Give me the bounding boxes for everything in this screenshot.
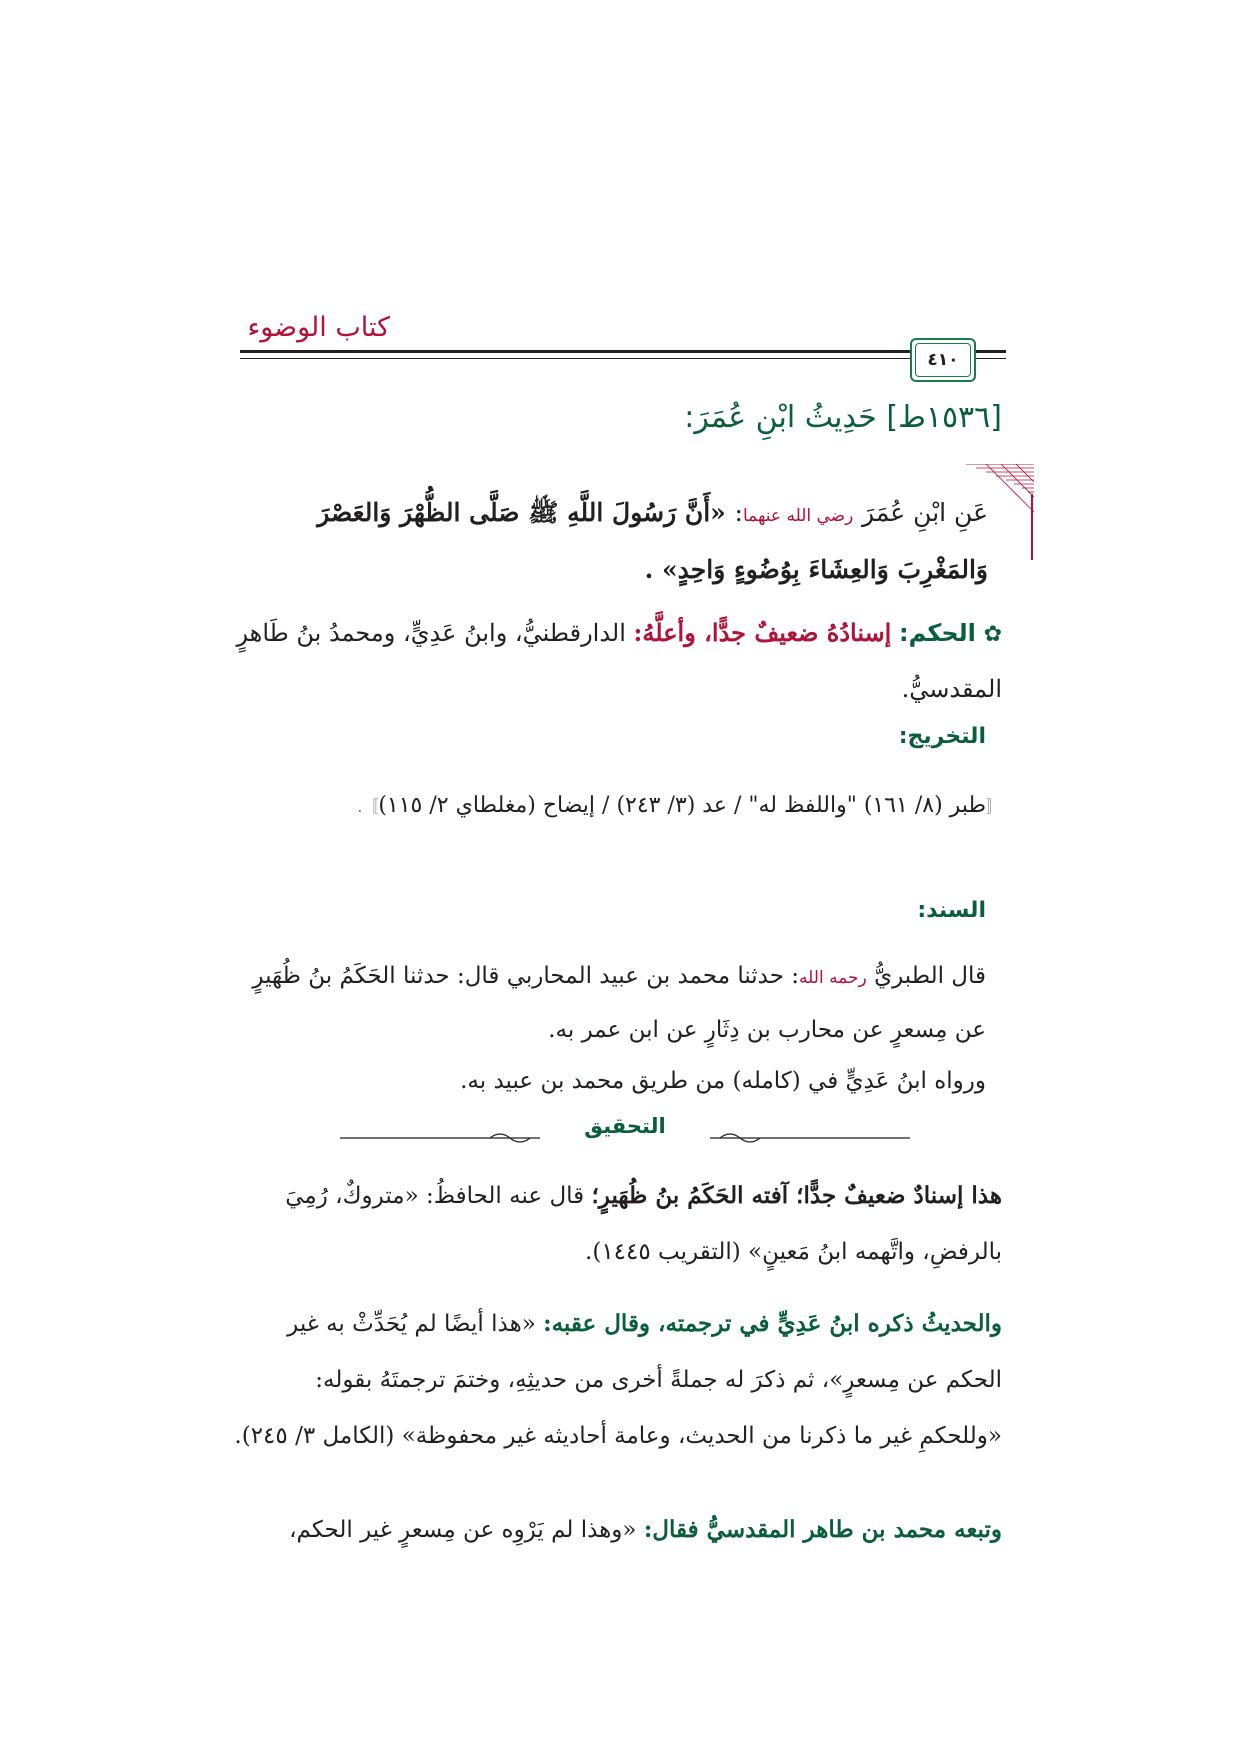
takhrij-heading: التخريج: [898,724,986,749]
tahqiq-1-rest: قال عنه الحافظُ: «متروكٌ، رُمِيَ بالرفضِ، واتَّهمه ابنُ مَعينٍ» (التقريب ١٤٤٥). [285,1183,1002,1265]
tahqiq-1-bold: هذا إسنادٌ ضعيفٌ جدًّا؛ آفته الحَكَمُ بنُ ظُهَيرٍ؛ [591,1182,1002,1209]
takhrij-open-mark: 〚 [985,797,1002,816]
sanad-heading: السند: [917,898,986,923]
sanad-lead: قال الطبريُّ [874,963,986,989]
tahqiq-2-lead: والحديثُ ذكره ابنُ عَدِيٍّ في ترجمته، وقال عقبه: [543,1310,1002,1337]
hadith-number: [١٥٣٦ط] [886,400,1002,435]
sanad-chain: : حدثنا محمد بن عبيد المحاربي قال: حدثنا الحَكَمُ بنُ ظُهَيرٍ عن مِسعرٍ عن محارب بن دِثَارٍ عن ابن عمر به. [252,963,986,1043]
header-rule-thin [240,358,910,359]
hukm-paragraph [232,606,1002,716]
hadith-matn [238,486,988,597]
matn-colon: : [734,498,743,527]
tahqiq-3-rest: «وهذا لم يَرْوِه عن مِسعرٍ غير الحكم، [289,1517,637,1543]
matn-text: «أَنَّ رَسُولَ اللَّهِ ﷺ صَلَّى الظُّهْرَ وَالعَصْرَ وَالمَغْرِبَ وَالعِشَاءَ بِوُضُوءٍ وَاحِدٍ» . [317,498,988,584]
page-number: ٤١٠ [915,343,971,377]
hukm-verdict: إسنادُهُ ضعيفٌ جدًّا، وأعلَّهُ: [633,618,892,647]
tahqiq-3-lead: وتبعه محمد بن طاهر المقدسيُّ فقال: [643,1516,1002,1543]
rosette-icon: ✿ [983,622,1002,647]
matn-intro: عَنِ ابْنِ عُمَرَ [862,498,988,527]
takhrij-text [232,780,1002,833]
hukm-critics: الدارقطنيُّ، وابنُ عَدِيٍّ، ومحمدُ بنُ طَاهرٍ المقدسيُّ. [236,619,1002,703]
tahqiq-paragraph-1 [232,1168,1002,1280]
sanad-second-line: ورواه ابنُ عَدِيٍّ في (كامله) من طريق محمد بن عبيد به. [460,1068,986,1094]
tahqiq-paragraph-2 [232,1296,1002,1464]
header-rule-right-thin [976,358,1006,359]
hukm-label: الحكم: [899,619,976,647]
sanad-text [232,950,986,1056]
takhrij-close-mark: 〛. [357,797,379,816]
tahqiq-paragraph-3 [232,1516,1002,1543]
tahqiq-heading: التحقيق [560,1114,690,1138]
takhrij-sources: طبر (٨/ ١٦١) "واللفظ له" / عد (٣/ ٢٤٣) / إيضاح (مغلطاي ٢/ ١١٥) [378,793,986,818]
tahqiq-2-rest: «هذا أيضًا لم يُحَدِّثْ به غير الحكم عن مِسعرٍ»، ثم ذكرَ له جملةً أخرى من حديثِهِ، وختمَ ترجمتَهُ بقوله: «وللحكمِ غير ما ذكرنا من الحديث، وعامة أحاديثه غير محفوظة» (الكامل ٣/ ٢٤٥). [234,1311,1002,1449]
sanad-honorific: رحمه الله [799,968,867,988]
hadith-title-text: حَدِيثُ ابْنِ عُمَرَ: [684,400,877,435]
honorific-glyph: رضي الله عنهما [742,506,854,526]
header-rule [240,350,910,353]
running-title: كتاب الوضوء [247,312,390,343]
hadith-title [232,400,1002,435]
header-rule-right [976,350,1006,353]
page-number-box [910,338,976,382]
